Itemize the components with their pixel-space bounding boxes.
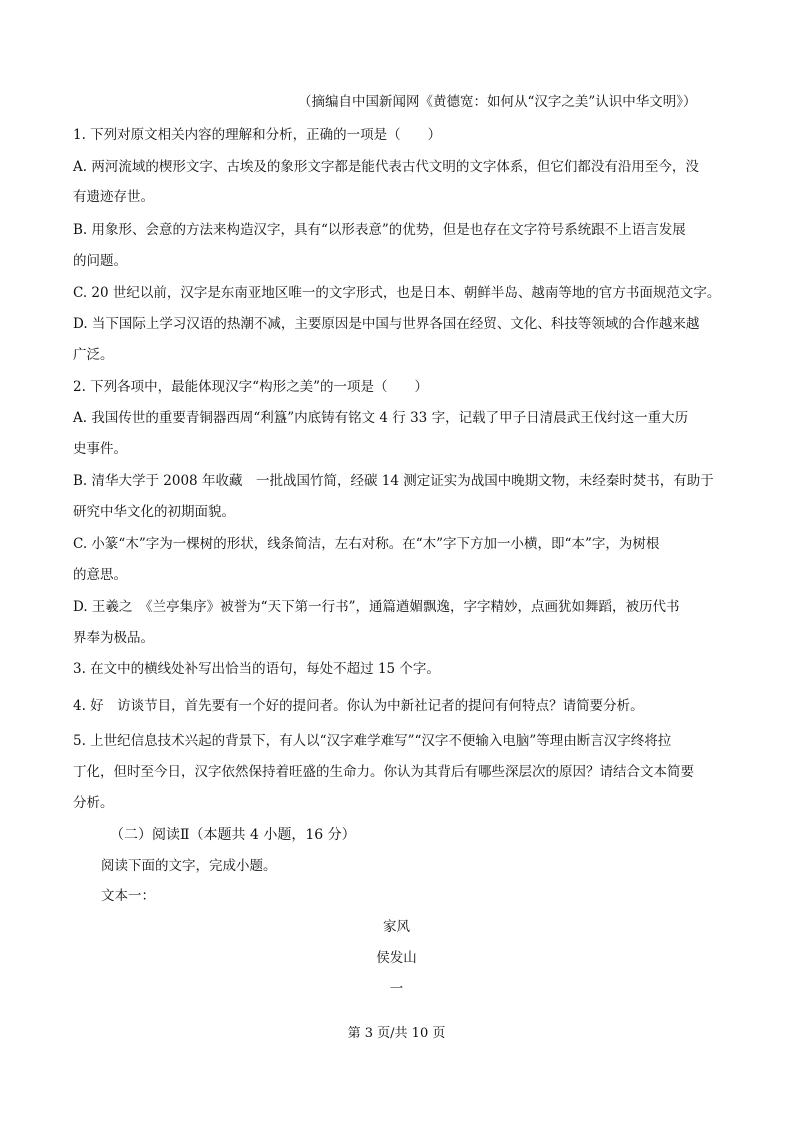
question-2-option-c-cont: 的意思。 (73, 567, 127, 583)
question-2-option-c: C. 小篆“木”字为一棵树的形状，线条简洁，左右对称。在“木”字下方加一小横，即“本”字，为树根 (73, 536, 660, 552)
question-2-option-b: B. 清华大学于 2008 年收藏 一批战国竹简，经碳 14 测定证实为战国中晚期文物，未经秦时焚书，有助于 (73, 473, 714, 489)
question-1-option-c: C. 20 世纪以前，汉字是东南亚地区唯一的文字形式，也是日本、朝鲜半岛、越南等地的官方书面规范文字。 (73, 285, 721, 301)
question-1-option-d: D. 当下国际上学习汉语的热潮不减，主要原因是中国与世界各国在经贸、文化、科技等领域的合作越来越 (73, 316, 700, 332)
question-2-option-d-cont: 界奉为极品。 (73, 630, 154, 646)
article-part-number: 一 (389, 981, 404, 997)
section-heading: （二）阅读Ⅱ（本题共 4 小题，16 分） (110, 827, 356, 843)
page-footer: 第 3 页/共 10 页 (347, 1026, 446, 1041)
question-1-stem: 1. 下列对原文相关内容的理解和分析，正确的一项是（ ） (73, 127, 442, 143)
question-5-line-1: 5. 上世纪信息技术兴起的背景下，有人以“汉字难学难写”“汉字不便输入电脑”等理由断言汉字终将拉 (73, 733, 672, 749)
question-2-option-b-cont: 研究中华文化的初期面貌。 (73, 504, 235, 520)
question-5-line-3: 分析。 (73, 795, 114, 811)
question-2-stem: 2. 下列各项中，最能体现汉字“构形之美”的一项是（ ） (73, 379, 428, 395)
question-2-option-a-cont: 史事件。 (73, 441, 127, 457)
question-1-option-d-cont: 广泛。 (73, 347, 114, 363)
question-1-option-a: A. 两河流域的楔形文字、古埃及的象形文字都是能代表古代文明的文字体系，但它们都没有沿用至今，没 (73, 159, 699, 175)
question-2-option-a: A. 我国传世的重要青铜器西周“利簋”内底铸有铭文 4 行 33 字，记载了甲子日清晨武王伐纣这一重大历 (73, 410, 689, 426)
article-title: 家风 (383, 919, 410, 935)
question-5-line-2: 丁化，但时至今日，汉字依然保持着旺盛的生命力。你认为其背后有哪些深层次的原因？请结合文本简要 (73, 764, 694, 780)
question-1-option-b: B. 用象形、会意的方法来构造汉字，具有“以形表意”的优势，但是也存在文字符号系统跟不上语言发展 (73, 222, 686, 238)
question-4: 4. 好 访谈节目，首先要有一个好的提问者。你认为中新社记者的提问有何特点？请简要分析。 (73, 698, 644, 714)
text-one-label: 文本一： (101, 888, 155, 904)
question-2-option-d: D. 王羲之 《兰亭集序》被誉为“天下第一行书”，通篇遒媚飘逸，字字精妙，点画犹如舞蹈，被历代书 (73, 599, 680, 615)
question-1-option-a-cont: 有遗迹存世。 (73, 189, 154, 205)
question-3: 3. 在文中的横线处补写出恰当的语句，每处不超过 15 个字。 (73, 661, 440, 677)
question-1-option-b-cont: 的问题。 (73, 253, 127, 269)
source-citation: （摘编自中国新闻网《黄德宽：如何从“汉字之美”认识中华文明》） (298, 94, 697, 110)
reading-instruction: 阅读下面的文字，完成小题。 (101, 858, 277, 874)
article-author: 侯发山 (376, 950, 417, 966)
